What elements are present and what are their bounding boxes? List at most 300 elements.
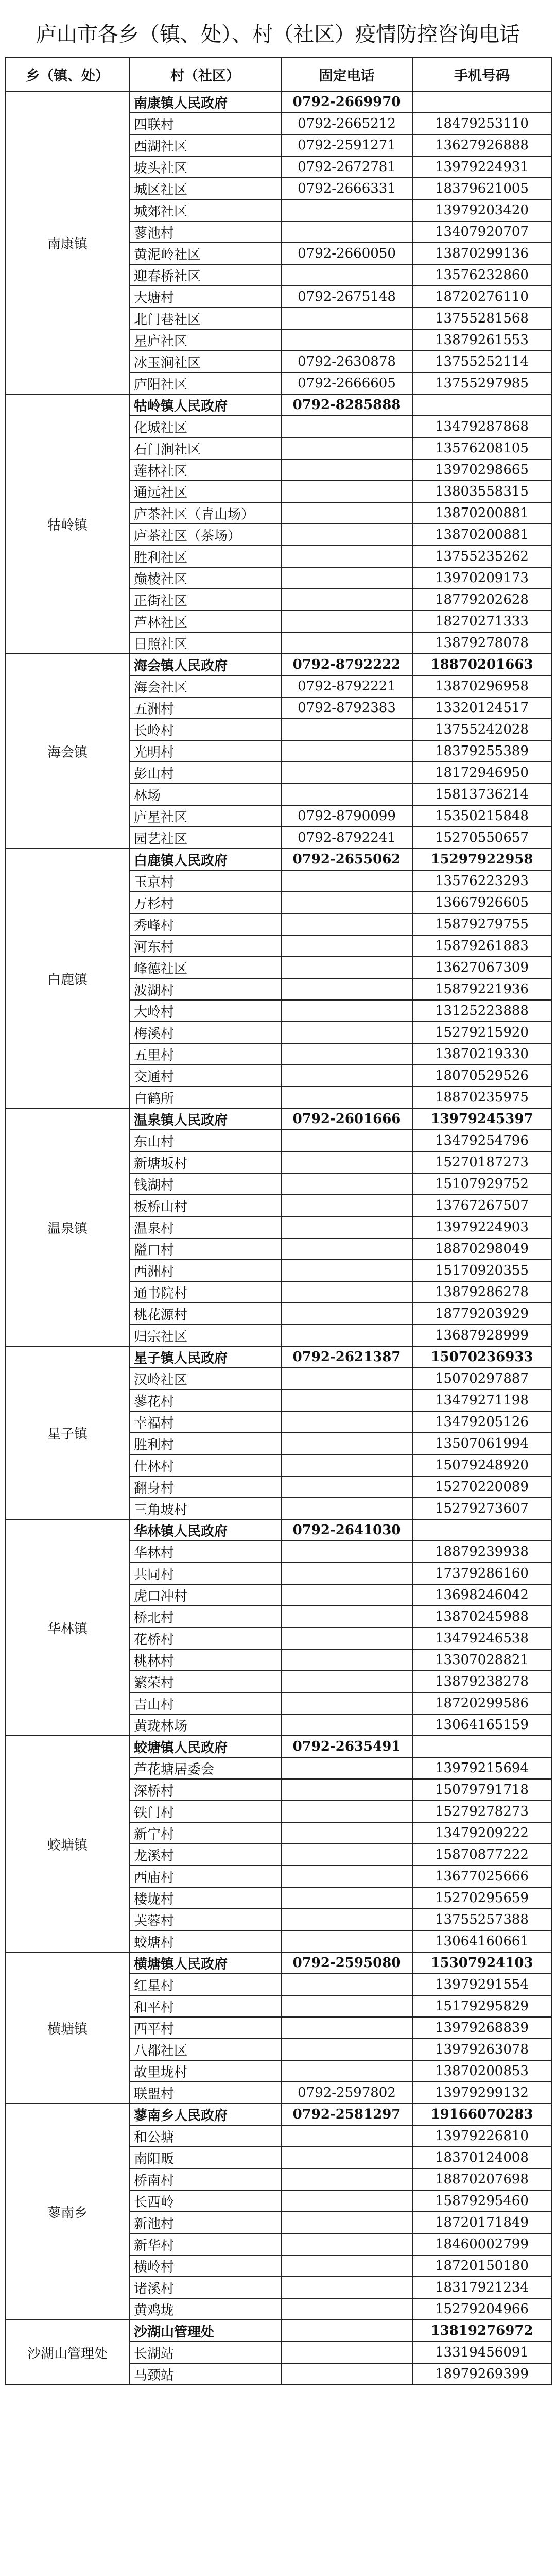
town-name-cell: 牯岭镇	[6, 394, 129, 654]
mobile-cell: 13627926888	[412, 134, 551, 156]
village-cell: 大岭村	[129, 1000, 281, 1022]
mobile-cell: 15079248920	[412, 1454, 551, 1476]
phone-cell	[281, 1476, 412, 1498]
village-cell: 白鹤所	[129, 1087, 281, 1108]
mobile-cell: 13064165159	[412, 1714, 551, 1736]
phone-cell	[281, 2233, 412, 2255]
village-cell: 钱湖村	[129, 1173, 281, 1195]
phone-cell	[281, 567, 412, 589]
mobile-cell: 13125223888	[412, 1000, 551, 1022]
table-row-government	[6, 2104, 551, 2125]
phone-cell: 0792-8792222	[281, 654, 412, 675]
mobile-cell: 13970209173	[412, 567, 551, 589]
village-cell: 日照社区	[129, 632, 281, 654]
mobile-cell: 13870296958	[412, 675, 551, 697]
mobile-cell: 18720171849	[412, 2212, 551, 2233]
village-cell: 庐阳社区	[129, 372, 281, 394]
phone-cell	[281, 2190, 412, 2212]
mobile-cell: 18779202628	[412, 589, 551, 611]
village-cell: 蛟塘村	[129, 1930, 281, 1952]
village-cell: 西庙村	[129, 1866, 281, 1887]
phone-cell: 0792-2675148	[281, 286, 412, 308]
mobile-cell: 18870298049	[412, 1238, 551, 1260]
village-cell: 幸福村	[129, 1411, 281, 1433]
town-name-cell: 温泉镇	[6, 1108, 129, 1346]
mobile-cell: 15270187273	[412, 1151, 551, 1173]
mobile-cell: 18317921234	[412, 2277, 551, 2298]
village-cell: 温泉村	[129, 1216, 281, 1238]
village-cell: 四联村	[129, 113, 281, 134]
mobile-cell: 15307924103	[412, 1952, 551, 1974]
village-cell: 故里垅村	[129, 2060, 281, 2082]
phone-cell	[281, 1757, 412, 1779]
mobile-cell: 13667926605	[412, 892, 551, 913]
village-cell: 化城社区	[129, 416, 281, 437]
table-row-government	[6, 1519, 551, 1541]
phone-cell	[281, 1628, 412, 1649]
phone-cell	[281, 1216, 412, 1238]
mobile-cell: 13307028821	[412, 1649, 551, 1671]
phone-cell	[281, 1584, 412, 1606]
table-row-government	[6, 2320, 551, 2342]
village-cell: 仕林村	[129, 1454, 281, 1476]
village-cell: 交通村	[129, 1065, 281, 1087]
phone-cell: 0792-2597802	[281, 2082, 412, 2104]
mobile-cell: 13979263078	[412, 2039, 551, 2060]
phone-cell: 0792-2630878	[281, 351, 412, 372]
village-cell: 芦花塘居委会	[129, 1757, 281, 1779]
village-cell: 莲林社区	[129, 459, 281, 481]
phone-cell	[281, 1909, 412, 1930]
village-cell: 庐星社区	[129, 805, 281, 827]
village-cell: 深桥村	[129, 1779, 281, 1801]
table-row-government	[6, 91, 551, 113]
village-cell: 共同村	[129, 1563, 281, 1584]
village-cell: 黄泥岭社区	[129, 243, 281, 264]
town-name-cell: 白鹿镇	[6, 849, 129, 1108]
phone-cell	[281, 589, 412, 611]
mobile-cell: 18070529526	[412, 1065, 551, 1087]
mobile-cell: 13879261553	[412, 329, 551, 351]
mobile-cell: 18172946950	[412, 762, 551, 784]
mobile-cell: 13755242028	[412, 719, 551, 740]
phone-cell	[281, 1844, 412, 1866]
village-cell: 联盟村	[129, 2082, 281, 2104]
table-row-government	[6, 849, 551, 870]
town-name-cell: 沙湖山管理处	[6, 2320, 129, 2385]
town-name-cell: 华林镇	[6, 1519, 129, 1736]
village-cell: 三角坡村	[129, 1498, 281, 1519]
phone-cell	[281, 2212, 412, 2233]
phone-cell	[281, 2363, 412, 2385]
village-cell: 海会社区	[129, 675, 281, 697]
village-cell: 巅棱社区	[129, 567, 281, 589]
phone-cell	[281, 437, 412, 459]
village-cell: 南康镇人民政府	[129, 91, 281, 113]
mobile-cell: 13576208105	[412, 437, 551, 459]
village-cell: 城区社区	[129, 178, 281, 199]
phone-cell	[281, 2039, 412, 2060]
town-name-cell: 蛟塘镇	[6, 1736, 129, 1952]
mobile-cell	[412, 91, 551, 113]
phone-cell	[281, 308, 412, 329]
mobile-cell: 13819276972	[412, 2320, 551, 2342]
phone-cell	[281, 221, 412, 243]
mobile-cell: 13576223293	[412, 870, 551, 892]
phone-cell: 0792-8790099	[281, 805, 412, 827]
phone-cell	[281, 1411, 412, 1433]
village-cell: 迎春桥社区	[129, 264, 281, 286]
mobile-cell: 13979291554	[412, 1974, 551, 1995]
phone-cell	[281, 1454, 412, 1476]
mobile-cell: 15279204966	[412, 2298, 551, 2320]
phone-cell	[281, 740, 412, 762]
village-cell: 长岭村	[129, 719, 281, 740]
phone-cell	[281, 2168, 412, 2190]
mobile-cell: 18479253110	[412, 113, 551, 134]
village-cell: 花桥村	[129, 1628, 281, 1649]
phone-cell	[281, 1130, 412, 1151]
mobile-cell: 18379621005	[412, 178, 551, 199]
village-cell: 虎口冲村	[129, 1584, 281, 1606]
mobile-cell: 13698246042	[412, 1584, 551, 1606]
mobile-cell: 13870200881	[412, 524, 551, 546]
mobile-cell: 15270220089	[412, 1476, 551, 1498]
phone-cell	[281, 2255, 412, 2277]
village-cell: 通书院村	[129, 1281, 281, 1303]
mobile-cell: 13979299132	[412, 2082, 551, 2104]
mobile-cell: 17379286160	[412, 1563, 551, 1584]
phone-cell	[281, 264, 412, 286]
mobile-cell: 15270295659	[412, 1887, 551, 1909]
phone-cell	[281, 1433, 412, 1454]
phone-cell	[281, 1325, 412, 1346]
phone-cell	[281, 1043, 412, 1065]
phone-cell	[281, 784, 412, 805]
phone-cell	[281, 1801, 412, 1822]
phone-cell	[281, 1498, 412, 1519]
mobile-cell: 15107929752	[412, 1173, 551, 1195]
phone-cell	[281, 1000, 412, 1022]
village-cell: 诸溪村	[129, 2277, 281, 2298]
phone-cell	[281, 1714, 412, 1736]
mobile-cell: 18870201663	[412, 654, 551, 675]
phone-cell	[281, 1930, 412, 1952]
mobile-cell: 13576232860	[412, 264, 551, 286]
town-name-cell: 蓼南乡	[6, 2104, 129, 2320]
phone-cell: 0792-2635491	[281, 1736, 412, 1757]
village-cell: 海会镇人民政府	[129, 654, 281, 675]
village-cell: 横塘镇人民政府	[129, 1952, 281, 1974]
village-cell: 东山村	[129, 1130, 281, 1151]
mobile-cell: 13320124517	[412, 697, 551, 719]
phone-cell	[281, 913, 412, 935]
phone-cell: 0792-2581297	[281, 2104, 412, 2125]
mobile-cell	[412, 1519, 551, 1541]
mobile-cell: 13479209222	[412, 1822, 551, 1844]
phone-cell: 0792-2601666	[281, 1108, 412, 1130]
mobile-cell: 15879261883	[412, 935, 551, 957]
village-cell: 牯岭镇人民政府	[129, 394, 281, 416]
village-cell: 桃花源村	[129, 1303, 281, 1325]
phone-cell	[281, 1195, 412, 1216]
village-cell: 和平村	[129, 1995, 281, 2017]
mobile-cell: 15170920355	[412, 1260, 551, 1281]
town-name-cell: 海会镇	[6, 654, 129, 849]
phone-cell	[281, 1389, 412, 1411]
phone-cell	[281, 719, 412, 740]
phone-cell	[281, 1692, 412, 1714]
contacts-table	[5, 57, 552, 2385]
phone-cell	[281, 1822, 412, 1844]
village-cell: 板桥山村	[129, 1195, 281, 1216]
village-cell: 华林镇人民政府	[129, 1519, 281, 1541]
mobile-cell: 13879278078	[412, 632, 551, 654]
village-cell: 庐茶社区（青山场）	[129, 502, 281, 524]
phone-cell	[281, 524, 412, 546]
mobile-cell: 13979268839	[412, 2017, 551, 2039]
village-cell: 波湖村	[129, 978, 281, 1000]
village-cell: 翻身村	[129, 1476, 281, 1498]
mobile-cell: 18720150180	[412, 2255, 551, 2277]
phone-cell: 0792-8792241	[281, 827, 412, 849]
mobile-cell	[412, 1736, 551, 1757]
phone-cell	[281, 1173, 412, 1195]
mobile-cell: 13870200881	[412, 502, 551, 524]
village-cell: 桃林村	[129, 1649, 281, 1671]
village-cell: 楼垅村	[129, 1887, 281, 1909]
phone-cell: 0792-2655062	[281, 849, 412, 870]
village-cell: 胜利社区	[129, 546, 281, 567]
mobile-cell: 13870245988	[412, 1606, 551, 1628]
village-cell: 白鹿镇人民政府	[129, 849, 281, 870]
village-cell: 汉岭社区	[129, 1368, 281, 1389]
mobile-cell: 15279278273	[412, 1801, 551, 1822]
village-cell: 新池村	[129, 2212, 281, 2233]
village-cell: 河东村	[129, 935, 281, 957]
phone-cell	[281, 1974, 412, 1995]
mobile-cell: 13479271198	[412, 1389, 551, 1411]
mobile-cell: 13979245397	[412, 1108, 551, 1130]
phone-cell: 0792-2672781	[281, 156, 412, 178]
phone-cell	[281, 199, 412, 221]
village-cell: 芙蓉村	[129, 1909, 281, 1930]
phone-cell: 0792-8792383	[281, 697, 412, 719]
phone-cell	[281, 2342, 412, 2363]
mobile-cell: 13979215694	[412, 1757, 551, 1779]
phone-cell	[281, 2060, 412, 2082]
village-cell: 城郊社区	[129, 199, 281, 221]
village-cell: 北门巷社区	[129, 308, 281, 329]
phone-cell	[281, 1779, 412, 1801]
mobile-cell: 19166070283	[412, 2104, 551, 2125]
phone-cell	[281, 1281, 412, 1303]
village-cell: 园艺社区	[129, 827, 281, 849]
phone-cell	[281, 1671, 412, 1692]
village-cell: 铁门村	[129, 1801, 281, 1822]
village-cell: 彭山村	[129, 762, 281, 784]
phone-cell	[281, 1368, 412, 1389]
phone-cell	[281, 2320, 412, 2342]
phone-cell: 0792-2666331	[281, 178, 412, 199]
mobile-cell: 13979224903	[412, 1216, 551, 1238]
mobile-cell: 13803558315	[412, 481, 551, 502]
village-cell: 林场	[129, 784, 281, 805]
village-cell: 西湖社区	[129, 134, 281, 156]
table-row-government	[6, 394, 551, 416]
phone-cell	[281, 1995, 412, 2017]
village-cell: 大塘村	[129, 286, 281, 308]
village-cell: 新宁村	[129, 1822, 281, 1844]
phone-cell	[281, 632, 412, 654]
mobile-cell: 13755281568	[412, 308, 551, 329]
table-body	[6, 91, 551, 2385]
mobile-cell: 13879238278	[412, 1671, 551, 1692]
village-cell: 蛟塘镇人民政府	[129, 1736, 281, 1757]
phone-cell	[281, 2298, 412, 2320]
village-cell: 峰德社区	[129, 957, 281, 978]
mobile-cell: 13979224931	[412, 156, 551, 178]
mobile-cell: 13870200853	[412, 2060, 551, 2082]
village-cell: 沙湖山管理处	[129, 2320, 281, 2342]
mobile-cell: 13677025666	[412, 1866, 551, 1887]
phone-cell: 0792-2595080	[281, 1952, 412, 1974]
village-cell: 星庐社区	[129, 329, 281, 351]
phone-cell	[281, 416, 412, 437]
phone-cell: 0792-8792221	[281, 675, 412, 697]
phone-cell: 0792-2665212	[281, 113, 412, 134]
phone-cell	[281, 1260, 412, 1281]
village-cell: 南阳畈	[129, 2147, 281, 2168]
mobile-cell: 13879286278	[412, 1281, 551, 1303]
mobile-cell: 13755235262	[412, 546, 551, 567]
village-cell: 繁荣村	[129, 1671, 281, 1692]
mobile-cell: 18870235975	[412, 1087, 551, 1108]
village-cell: 温泉镇人民政府	[129, 1108, 281, 1130]
village-cell: 和公塘	[129, 2125, 281, 2147]
village-cell: 西平村	[129, 2017, 281, 2039]
mobile-cell: 13064160661	[412, 1930, 551, 1952]
village-cell: 长西岭	[129, 2190, 281, 2212]
table-header-row	[6, 57, 551, 91]
mobile-cell: 13755297985	[412, 372, 551, 394]
village-cell: 玉京村	[129, 870, 281, 892]
phone-cell	[281, 762, 412, 784]
mobile-cell: 13979203420	[412, 199, 551, 221]
village-cell: 长湖站	[129, 2342, 281, 2363]
mobile-cell: 18720276110	[412, 286, 551, 308]
mobile-cell: 13479254796	[412, 1130, 551, 1151]
mobile-cell: 13870299136	[412, 243, 551, 264]
mobile-cell: 18779203929	[412, 1303, 551, 1325]
mobile-cell: 15879279755	[412, 913, 551, 935]
phone-cell	[281, 935, 412, 957]
mobile-cell: 15270550657	[412, 827, 551, 849]
phone-cell	[281, 2277, 412, 2298]
village-cell: 归宗社区	[129, 1325, 281, 1346]
phone-cell	[281, 1238, 412, 1260]
table-row-government	[6, 1952, 551, 1974]
village-cell: 蓼池村	[129, 221, 281, 243]
phone-cell	[281, 546, 412, 567]
header-mobile: 手机号码	[412, 57, 551, 91]
village-cell: 马颈站	[129, 2363, 281, 2385]
village-cell: 桥北村	[129, 1606, 281, 1628]
village-cell: 万杉村	[129, 892, 281, 913]
mobile-cell: 18870207698	[412, 2168, 551, 2190]
mobile-cell: 13407920707	[412, 221, 551, 243]
village-cell: 五洲村	[129, 697, 281, 719]
mobile-cell: 13479246538	[412, 1628, 551, 1649]
table-row-government	[6, 1108, 551, 1130]
mobile-cell: 15279215920	[412, 1022, 551, 1043]
mobile-cell: 15870877222	[412, 1844, 551, 1866]
mobile-cell: 13687928999	[412, 1325, 551, 1346]
mobile-cell: 13507061994	[412, 1433, 551, 1454]
phone-cell: 0792-2666605	[281, 372, 412, 394]
mobile-cell: 18270271333	[412, 611, 551, 632]
phone-cell	[281, 611, 412, 632]
village-cell: 西洲村	[129, 1260, 281, 1281]
mobile-cell: 15070297887	[412, 1368, 551, 1389]
village-cell: 光明村	[129, 740, 281, 762]
mobile-cell: 13755257388	[412, 1909, 551, 1930]
page-title: 庐山市各乡（镇、处）、村（社区）疫情防控咨询电话	[36, 23, 520, 46]
village-cell: 星子镇人民政府	[129, 1346, 281, 1368]
phone-cell	[281, 892, 412, 913]
village-cell: 吉山村	[129, 1692, 281, 1714]
mobile-cell: 15879221936	[412, 978, 551, 1000]
mobile-cell: 18379255389	[412, 740, 551, 762]
phone-cell	[281, 2125, 412, 2147]
table-row-government	[6, 654, 551, 675]
phone-cell	[281, 481, 412, 502]
village-cell: 桥南村	[129, 2168, 281, 2190]
mobile-cell: 13970298665	[412, 459, 551, 481]
village-cell: 华林村	[129, 1541, 281, 1563]
mobile-cell: 13319456091	[412, 2342, 551, 2363]
mobile-cell: 15879295460	[412, 2190, 551, 2212]
phone-cell: 0792-2591271	[281, 134, 412, 156]
mobile-cell: 13479287868	[412, 416, 551, 437]
header-town: 乡（镇、处）	[6, 57, 129, 91]
phone-cell	[281, 502, 412, 524]
village-cell: 横岭村	[129, 2255, 281, 2277]
header-village: 村（社区）	[129, 57, 281, 91]
phone-cell	[281, 2147, 412, 2168]
village-cell: 蓼南乡人民政府	[129, 2104, 281, 2125]
phone-cell	[281, 1022, 412, 1043]
phone-cell	[281, 1087, 412, 1108]
village-cell: 芦林社区	[129, 611, 281, 632]
mobile-cell: 15070236933	[412, 1346, 551, 1368]
village-cell: 黄鸡垅	[129, 2298, 281, 2320]
mobile-cell: 15813736214	[412, 784, 551, 805]
phone-cell: 0792-2669970	[281, 91, 412, 113]
mobile-cell: 15079791718	[412, 1779, 551, 1801]
village-cell: 蓼花村	[129, 1389, 281, 1411]
village-cell: 五里村	[129, 1043, 281, 1065]
phone-cell: 0792-2621387	[281, 1346, 412, 1368]
phone-cell: 0792-2660050	[281, 243, 412, 264]
mobile-cell: 15350215848	[412, 805, 551, 827]
village-cell: 红星村	[129, 1974, 281, 1995]
village-cell: 隘口村	[129, 1238, 281, 1260]
village-cell: 正街社区	[129, 589, 281, 611]
mobile-cell: 13767267507	[412, 1195, 551, 1216]
village-cell: 坡头社区	[129, 156, 281, 178]
phone-cell	[281, 459, 412, 481]
